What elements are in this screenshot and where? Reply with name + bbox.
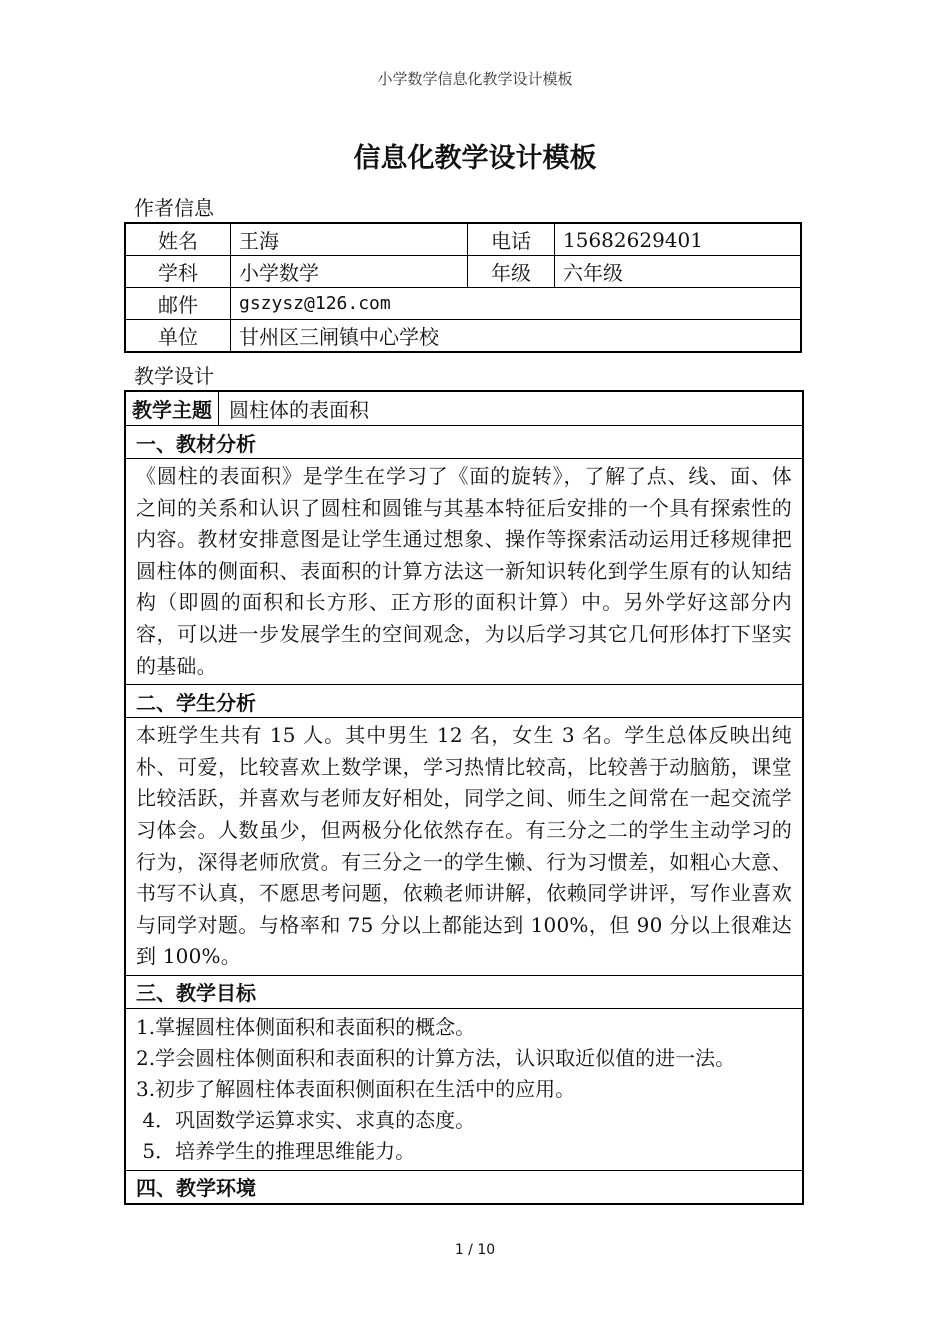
- table-row: [125, 975, 803, 1008]
- teaching-goals-heading: 三、教学目标: [125, 975, 803, 1008]
- table-row: [125, 718, 803, 976]
- list-item: 1.掌握圆柱体侧面积和表面积的概念。: [136, 1014, 476, 1039]
- material-analysis-text: 《圆柱的表面积》是学生在学习了《面的旋转》，了解了点、线、面、体之间的关系和认识了圆柱和圆锥与其基本特征后安排的一个具有探索性的内容。教材安排意图是让学生通过想象、操作等探索活动运用迁移规律把圆柱体的侧面积、表面积的计算方法这一新知识转化到学生原有的认知结构（即圆的面积和长方形、正方形的面积计算）中。另外学好这部分内容，可以进一步发展学生的空间观念，为以后学习其它几何形体打下坚实的基础。: [125, 459, 803, 685]
- phone-value: 15682629401: [555, 223, 802, 256]
- student-analysis-heading: 二、学生分析: [125, 685, 803, 718]
- student-analysis-text: 本班学生共有 15 人。其中男生 12 名，女生 3 名。学生总体反映出纯朴、可爱，比较喜欢上数学课，学习热情比较高，比较善于动脑筋，课堂比较活跃，并喜欢与老师友好相处，同学之间、师生之间常在一起交流学习体会。人数虽少，但两极分化依然存在。有三分之二的学生主动学习的行为，深得老师欣赏。有三分之一的学生懒、行为习惯差，如粗心大意、书写不认真，不愿思考问题，依赖老师讲解，依赖同学讲评，写作业喜欢与同学对题。与格率和 75 分以上都能达到 100%，但 90 分以上很难达到 100%。: [125, 718, 803, 976]
- table-row: [125, 223, 801, 256]
- topic-label: 教学主题: [125, 391, 219, 426]
- page-number: 1 / 10: [454, 1242, 496, 1258]
- table-row: [125, 288, 801, 320]
- page-header: 小学数学信息化教学设计模板: [377, 70, 573, 88]
- table-row: [125, 459, 803, 685]
- subject-label: 学科: [125, 256, 231, 288]
- email-value: gszysz@126.com: [231, 288, 802, 320]
- author-info-table: [124, 222, 802, 353]
- table-row: [125, 256, 801, 288]
- grade-label: 年级: [468, 256, 555, 288]
- email-label: 邮件: [125, 288, 231, 320]
- name-value: 王海: [231, 223, 468, 256]
- author-section-label: 作者信息: [134, 196, 214, 220]
- page-title: 信息化教学设计模板: [353, 143, 597, 174]
- table-row: [125, 391, 803, 426]
- list-item: 4．巩固数学运算求实、求真的态度。: [136, 1107, 476, 1132]
- list-item: 3.初步了解圆柱体表面积侧面积在生活中的应用。: [136, 1076, 576, 1101]
- name-label: 姓名: [125, 223, 231, 256]
- list-item: 5．培养学生的推理思维能力。: [136, 1138, 416, 1163]
- topic-value: 圆柱体的表面积: [219, 391, 804, 426]
- table-row: [125, 1008, 803, 1170]
- table-row: [125, 320, 801, 353]
- teaching-environment-heading: 四、教学环境: [125, 1170, 803, 1204]
- phone-label: 电话: [468, 223, 555, 256]
- subject-value: 小学数学: [231, 256, 468, 288]
- teaching-design-table: [124, 390, 804, 1205]
- teaching-goals-list: [125, 1008, 803, 1170]
- list-item: 2.学会圆柱体侧面积和表面积的计算方法，认识取近似值的进一法。: [136, 1045, 736, 1070]
- table-row: [125, 685, 803, 718]
- grade-value: 六年级: [555, 256, 802, 288]
- org-value: 甘州区三闸镇中心学校: [231, 320, 802, 353]
- material-analysis-heading: 一、教材分析: [125, 426, 803, 459]
- table-row: [125, 1170, 803, 1204]
- table-row: [125, 426, 803, 459]
- design-section-label: 教学设计: [134, 364, 214, 388]
- org-label: 单位: [125, 320, 231, 353]
